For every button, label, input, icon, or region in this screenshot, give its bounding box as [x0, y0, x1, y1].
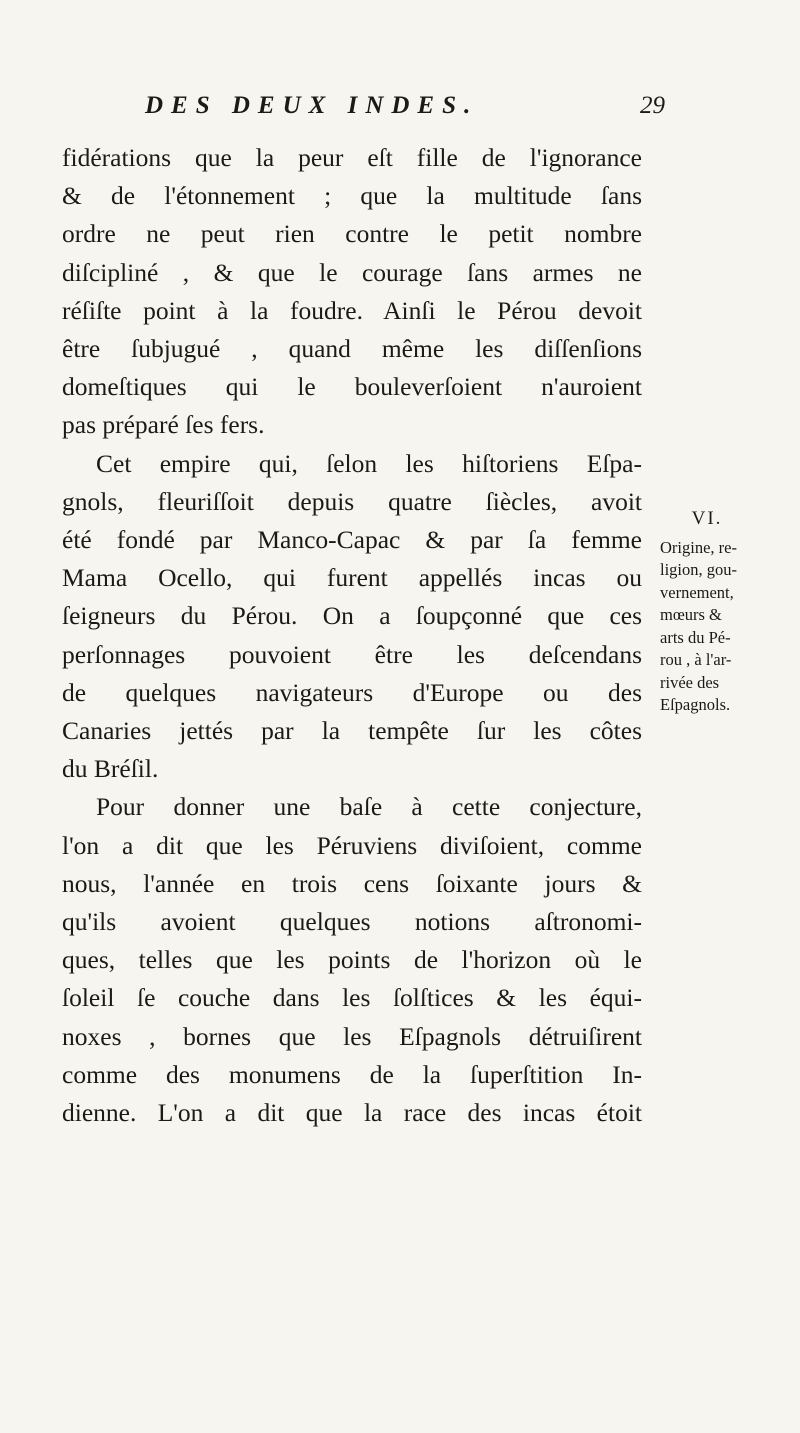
text-line: fidérations que la peur eſt fille de l'ignorance	[62, 143, 642, 172]
text-line: être ſubjugué , quand même les diſſenſions	[62, 334, 642, 364]
text-line: perſonnages pouvoient être les deſcendans	[62, 639, 642, 669]
text-line: Canaries jettés par la tempête ſur les côtes	[62, 716, 642, 746]
text-line: domeſtiques qui le bouleverſoient n'auroient	[62, 372, 642, 402]
text-line: qu'ils avoient quelques notions aſtronomi-	[62, 907, 642, 937]
margin-note-line: rivée des	[660, 672, 720, 692]
margin-note-line: vernement,	[660, 582, 734, 602]
body-text	[62, 139, 642, 1132]
text-line: comme des monumens de la ſuperſtition In-	[62, 1059, 642, 1089]
margin-note-line: mœurs &	[660, 605, 722, 624]
margin-note-line: ligion, gou-	[660, 560, 737, 579]
text-line: dienne. L'on a dit que la race des incas étoit	[62, 1098, 642, 1128]
text-line: ques, telles que les points de l'horizon où le	[62, 945, 642, 975]
running-header	[145, 92, 665, 132]
text-line: pas préparé ſes fers.	[62, 410, 265, 440]
margin-note-line: Origine, re-	[660, 537, 737, 557]
text-line: Cet empire qui, ſelon les hiſtoriens Eſpa-	[96, 448, 642, 478]
text-line: nous, l'année en trois cens ſoixante jours &	[62, 868, 642, 898]
text-line: ordre ne peut rien contre le petit nombre	[62, 219, 642, 249]
text-line: ſeigneurs du Pérou. On a ſoupçonné que ces	[62, 601, 642, 631]
text-line: réſiſte point à la foudre. Ainſi le Pérou devoit	[62, 295, 642, 325]
text-line: noxes , bornes que les Eſpagnols détruiſirent	[62, 1021, 642, 1051]
margin-note	[660, 508, 792, 717]
text-line: du Bréſil.	[62, 754, 159, 784]
running-title: DES DEUX INDES.	[145, 92, 479, 119]
text-line: ſoleil ſe couche dans les ſolſtices & les équi-	[62, 983, 642, 1013]
margin-note-line: Eſpagnols.	[660, 695, 731, 714]
text-line: Mama Ocello, qui furent appellés incas ou	[62, 563, 642, 593]
text-line: diſcipliné , & que le courage ſans armes ne	[62, 257, 642, 287]
text-line: été fondé par Manco-Capac & par ſa femme	[62, 525, 642, 555]
text-line: & de l'étonnement ; que la multitude ſans	[62, 181, 642, 211]
margin-note-line: arts du Pé-	[660, 627, 731, 647]
text-line: Pour donner une baſe à cette conjecture,	[96, 792, 642, 822]
text-line: l'on a dit que les Péruviens diviſoient, comme	[62, 830, 642, 860]
text-line: gnols, fleuriſſoit depuis quatre ſiècles, avoit	[62, 486, 642, 516]
margin-note-line: rou , à l'ar-	[660, 650, 732, 669]
text-line: de quelques navigateurs d'Europe ou des	[62, 677, 642, 707]
page-number: 29	[640, 92, 665, 119]
section-number: VI.	[691, 508, 723, 529]
